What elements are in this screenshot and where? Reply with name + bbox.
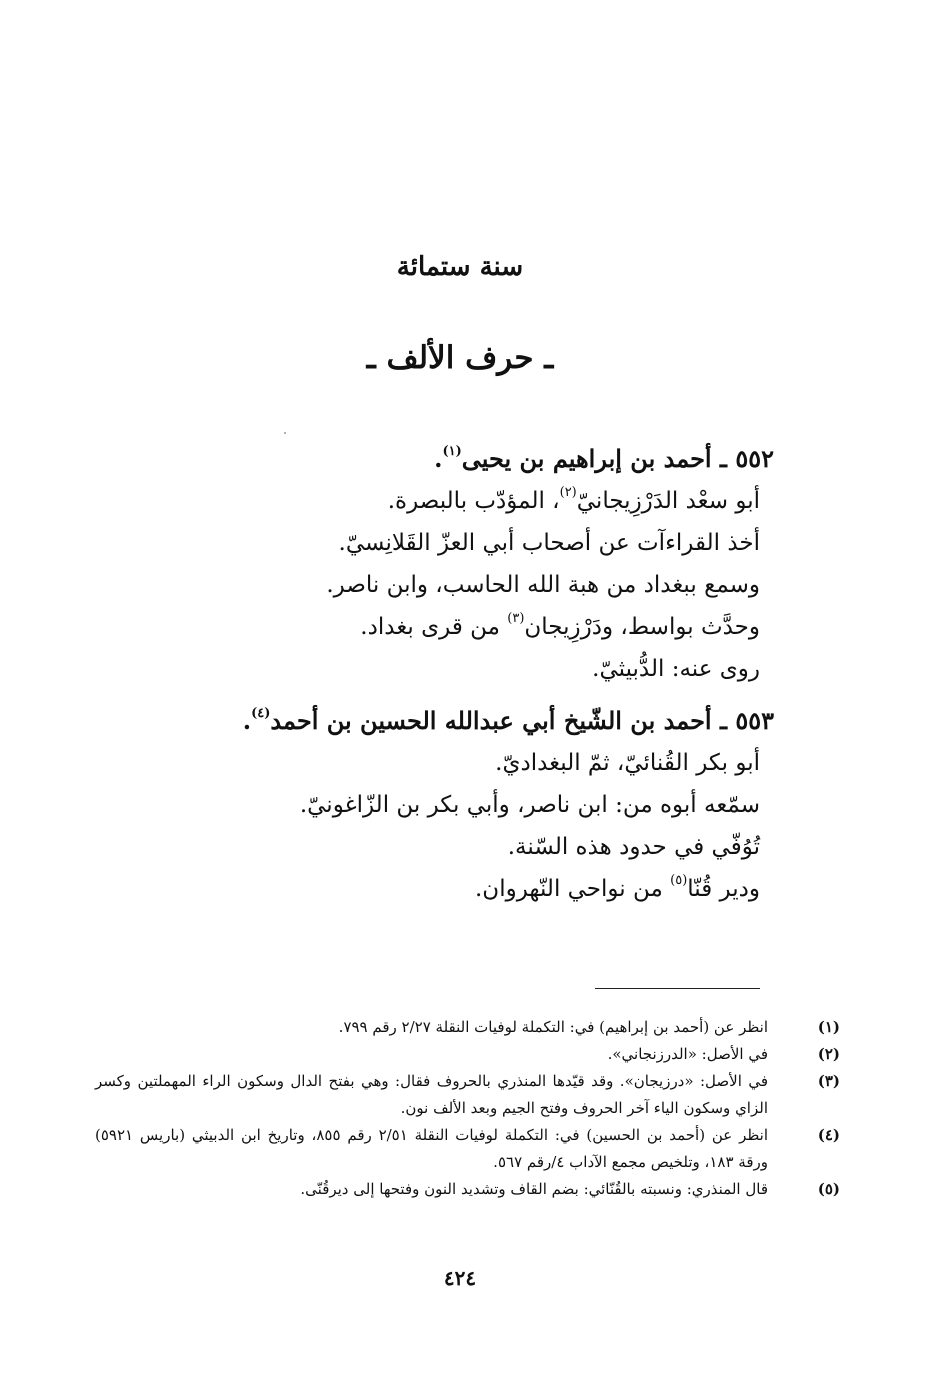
entry-line: سمّعه أبوه من: ابن ناصر، وأبي بكر بن الزّاغونيّ. xyxy=(299,792,760,818)
entry-heading: ٥٥٣ ـ أحمد بن الشّيخ أبي عبدالله الحسين بن أحمد$^{(٤)}$. xyxy=(242,706,774,735)
footnote-ref: (٢) xyxy=(559,485,577,500)
footnote-number: (١) xyxy=(817,1018,840,1036)
footnote-text: قال المنذري: ونسبته بالقُنّائي: بضم القاف وتشديد النون وفتحها إلى ديرقُنّى. xyxy=(300,1180,768,1198)
entry-line: وسمع ببغداد من هبة الله الحاسب، وابن ناصر. xyxy=(326,572,760,598)
entry-line: أخذ القراءآت عن أصحاب أبي العزّ القَلانِسيّ. xyxy=(338,530,760,556)
footnote xyxy=(95,1068,840,1122)
footnotes xyxy=(95,1014,840,1203)
entry-line: ودير قُنّا$^{(٥)}$ من نواحي النّهروان. xyxy=(475,873,760,902)
entry-line: وحدَّث بواسط، ودَرْزِيجان$^{(٣)}$ من قرى بغداد. xyxy=(360,611,760,640)
footnote-number: (٤) xyxy=(817,1126,840,1144)
footnote-text: في الأصل: «درزيجان». وقد قيّدها المنذري بالحروف فقال: وهي بفتح الدال وسكون الراء المهملتين وكسر الزاي وسكون الياء آخر الحروف وفتح الجيم وبعد الألف نون. xyxy=(95,1072,768,1117)
footnote-ref: (٣) xyxy=(507,611,525,626)
footnote xyxy=(95,1176,840,1203)
entry-552 xyxy=(160,438,774,690)
footnote-text: في الأصل: «الدرزنجاني». xyxy=(607,1045,768,1063)
section-title: ـ حرف الألف ـ xyxy=(366,340,554,376)
entry-heading: ٥٥٢ ـ أحمد بن إبراهيم بن يحيى$^{(١)}$. xyxy=(434,444,774,473)
entry-line: روى عنه: الدُّبيثيّ. xyxy=(592,656,760,682)
footnote-text: انظر عن (أحمد بن الحسين) في: التكملة لوفيات النقلة ٢/٥١ رقم ٨٥٥، وتاريخ ابن الدبيثي (باريس ٥٩٢١) ورقة ١٨٣، وتلخيص مجمع الآداب ٤/رقم ٥٦٧. xyxy=(95,1126,768,1171)
footnote-text: انظر عن (أحمد بن إبراهيم) في: التكملة لوفيات النقلة ٢/٢٧ رقم ٧٩٩. xyxy=(338,1018,768,1036)
entry-line: أبو بكر القُنائيّ، ثمّ البغداديّ. xyxy=(495,750,760,776)
footnote-ref: (٤) xyxy=(251,706,271,721)
page-speck xyxy=(284,432,286,434)
footnote-number: (٢) xyxy=(817,1045,840,1063)
footnote xyxy=(95,1122,840,1176)
entry-line: تُوُفّي في حدود هذه السّنة. xyxy=(507,834,760,860)
footnote-ref: (٥) xyxy=(670,873,688,888)
year-title: سنة ستمائة xyxy=(396,252,524,282)
footnote-ref: (١) xyxy=(442,444,462,459)
footnote-number: (٣) xyxy=(817,1072,840,1090)
entry-553 xyxy=(160,700,774,910)
footnote-number: (٥) xyxy=(817,1180,840,1198)
footnote-divider xyxy=(595,988,760,989)
page-number: ٤٢٤ xyxy=(443,1266,477,1290)
entry-line: أبو سعْد الدَرْزِيجانيّ$^{(٢)}$، المؤدّب بالبصرة. xyxy=(387,485,760,514)
footnote xyxy=(95,1041,840,1068)
footnote xyxy=(95,1014,840,1041)
